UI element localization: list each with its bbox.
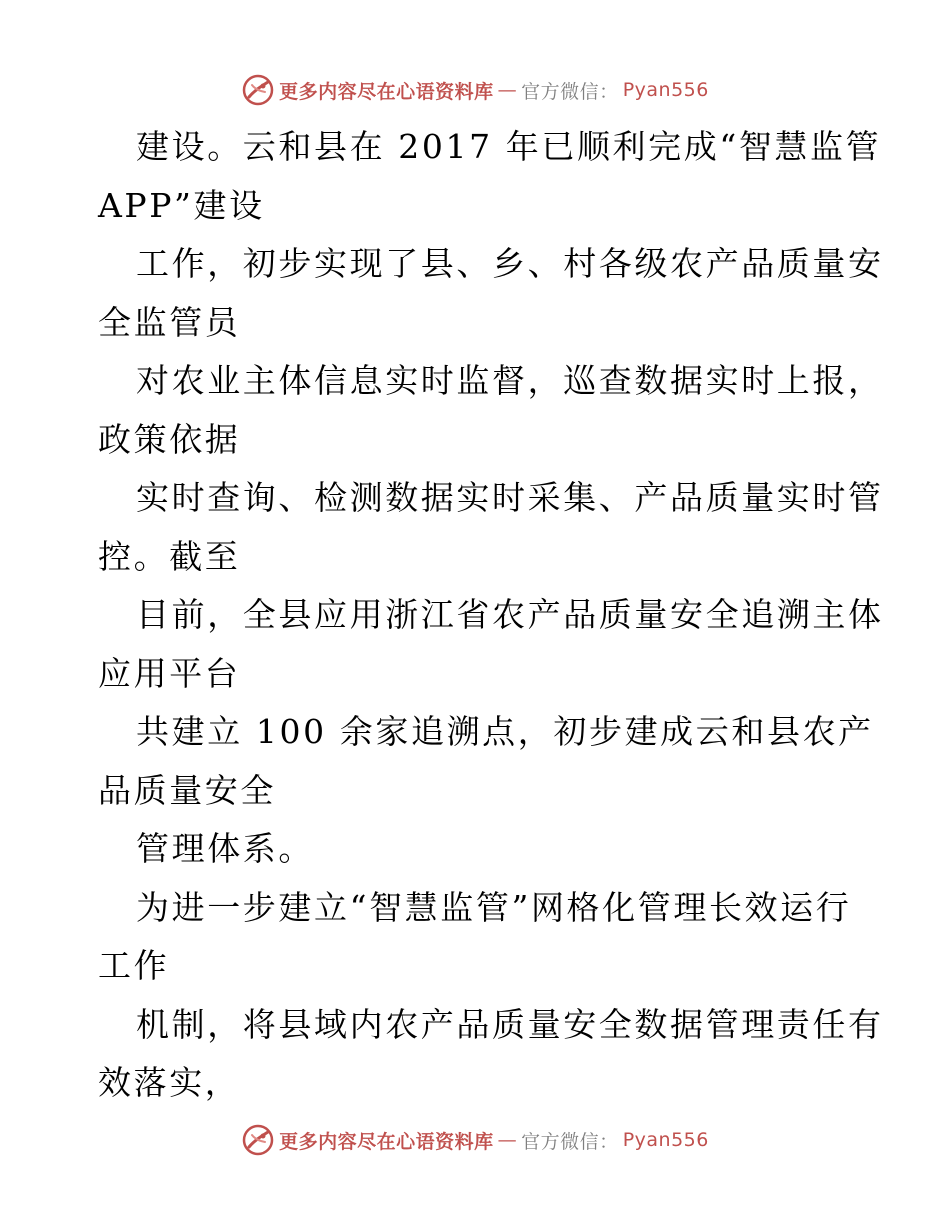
logo-icon: [241, 1123, 275, 1157]
text-line: 政策依据: [98, 419, 241, 459]
text-line: 建设。云和县在 2017 年已顺利完成“智慧监管: [136, 127, 882, 166]
text-line: 机制，将县域内农产品质量安全数据管理责任有: [136, 1004, 884, 1044]
logo-icon: [241, 73, 275, 107]
watermark-dash: —: [497, 1129, 518, 1151]
text-line: 实时查询、检测数据实时采集、产品质量实时管: [136, 478, 884, 517]
text-line: 管理体系。: [136, 829, 314, 868]
watermark-wechat-id: Pyan556: [622, 79, 709, 101]
text-line: 工作，初步实现了县、乡、村各级农产品质量安: [136, 244, 884, 283]
watermark-dash: —: [497, 79, 518, 101]
document-body: [98, 118, 884, 1113]
text-line: 工作: [98, 946, 170, 985]
watermark-brand: 更多内容尽在心语资料库: [279, 1130, 494, 1153]
text-line: 控。截至: [98, 536, 241, 576]
text-line: 品质量安全: [98, 770, 276, 810]
text-line: 对农业主体信息实时监督，巡查数据实时上报，: [136, 361, 884, 400]
text-line: 应用平台: [98, 653, 241, 693]
watermark-wechat-id: Pyan556: [622, 1129, 709, 1151]
text-line: 目前，全县应用浙江省农产品质量安全追溯主体: [136, 595, 884, 634]
watermark-official: 官方微信：: [521, 1130, 619, 1153]
text-line: 共建立 100 余家追溯点，初步建成云和县农产: [136, 712, 874, 751]
text-line: 效落实，: [98, 1063, 241, 1102]
footer-watermark: [0, 1120, 950, 1160]
text-line: 全监管员: [98, 302, 241, 342]
text-line: 为进一步建立“智慧监管”网格化管理长效运行: [136, 887, 852, 927]
watermark-brand: 更多内容尽在心语资料库: [279, 80, 494, 103]
header-watermark: [0, 70, 950, 110]
watermark-official: 官方微信：: [521, 80, 619, 103]
text-line: APP”建设: [98, 185, 265, 225]
